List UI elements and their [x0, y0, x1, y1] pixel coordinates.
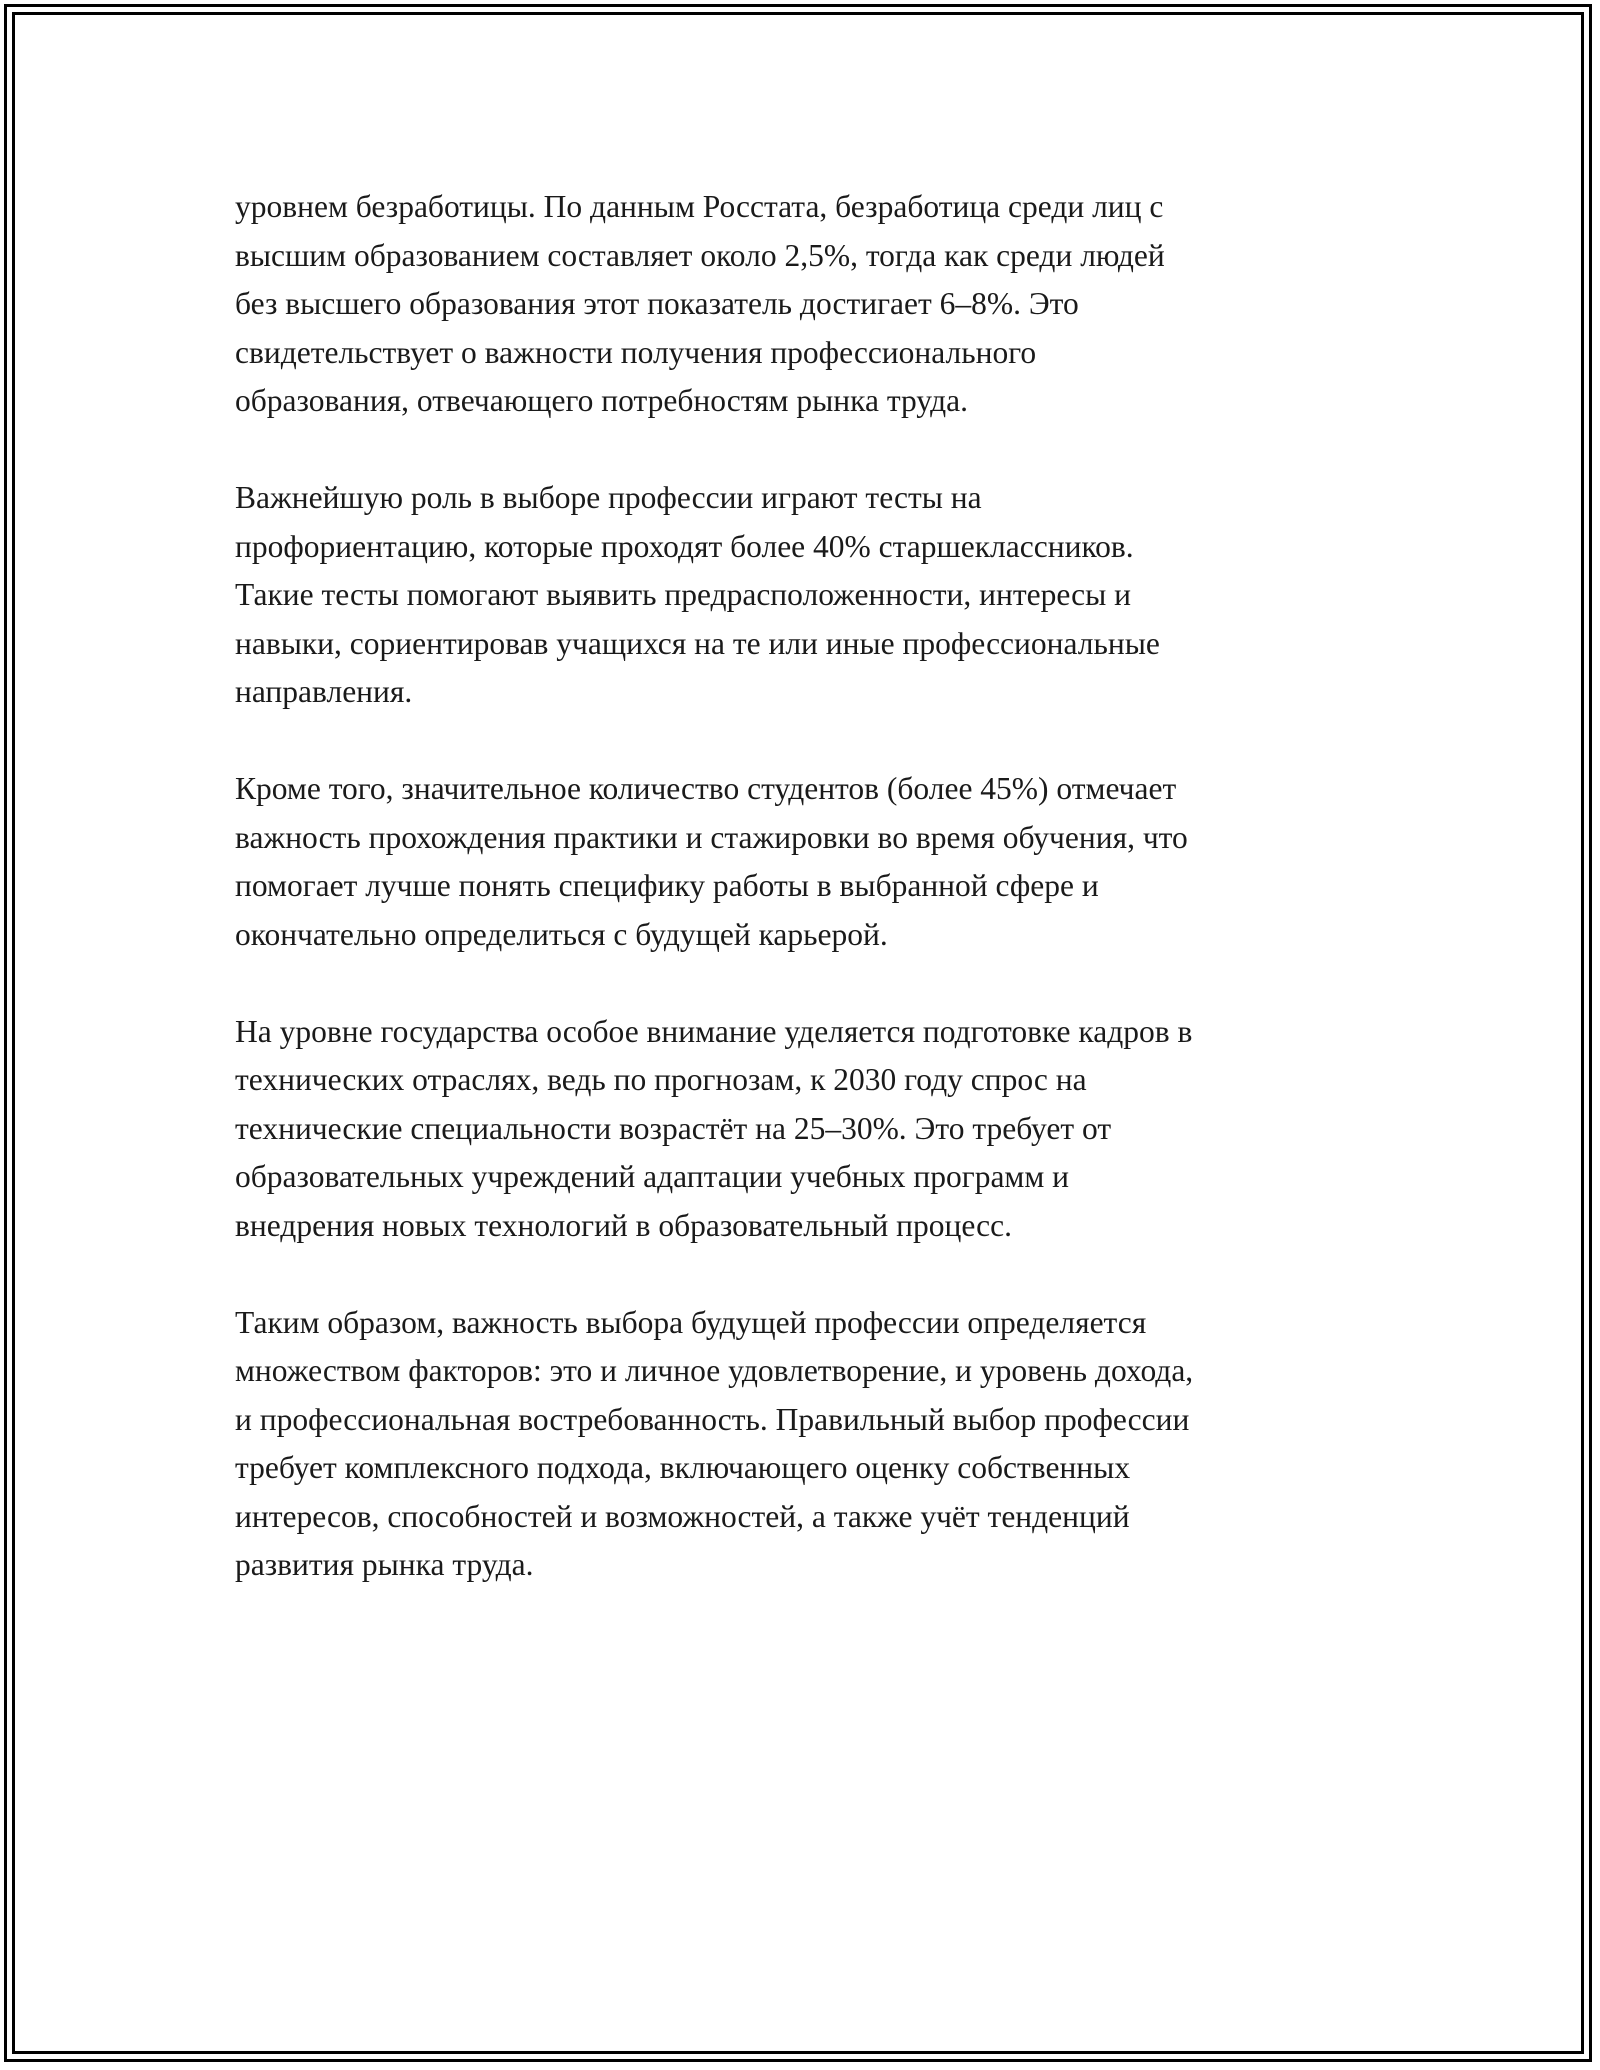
text-line: внедрения новых технологий в образовательный процесс. — [235, 1207, 1012, 1243]
text-line: уровнем безработицы. По данным Росстата, безработица среди лиц с — [235, 189, 1164, 224]
text-line: важность прохождения практики и стажировки во время обучения, что — [235, 819, 1188, 855]
document-body — [235, 183, 1415, 1638]
text-line: образования, отвечающего потребностям рынка труда. — [235, 383, 968, 418]
text-line: Важнейшую роль в выборе профессии играют тесты на — [235, 480, 982, 515]
text-line: навыки, сориентировав учащихся на те или иные профессиональные — [235, 625, 1160, 661]
paragraph-career-tests — [235, 474, 1415, 717]
text-line: свидетельствует о важности получения профессионального — [235, 334, 1037, 370]
text-line: образовательных учреждений адаптации учебных программ и — [235, 1159, 1070, 1194]
text-line: окончательно определиться с будущей карьерой. — [235, 916, 888, 952]
text-line: и профессиональная востребованность. Правильный выбор профессии — [235, 1401, 1190, 1437]
text-line: развития рынка труда. — [235, 1547, 534, 1582]
text-line: технических отраслях, ведь по прогнозам, к 2030 году спрос на — [235, 1062, 1087, 1097]
text-line: без высшего образования этот показатель достигает 6–8%. Это — [235, 286, 1079, 321]
paragraph-unemployment — [235, 183, 1415, 426]
text-line: высшим образованием составляет около 2,5%, тогда как среди людей — [235, 237, 1165, 273]
text-line: На уровне государства особое внимание уделяется подготовке кадров в — [235, 1013, 1193, 1049]
paragraph-conclusion — [235, 1299, 1415, 1590]
paragraph-internships — [235, 765, 1415, 959]
text-line: требует комплексного подхода, включающего оценку собственных — [235, 1450, 1131, 1485]
text-line: технические специальности возрастёт на 25–30%. Это требует от — [235, 1110, 1112, 1146]
text-line: Такие тесты помогают выявить предрасположенности, интересы и — [235, 577, 1131, 612]
text-line: интересов, способностей и возможностей, а также учёт тенденций — [235, 1498, 1130, 1534]
text-line: множеством факторов: это и личное удовлетворение, и уровень дохода, — [235, 1353, 1194, 1388]
text-line: помогает лучше понять специфику работы в выбранной сфере и — [235, 868, 1099, 903]
paragraph-state-training — [235, 1008, 1415, 1251]
text-line: Кроме того, значительное количество студентов (более 45%) отмечает — [235, 771, 1177, 806]
text-line: профориентацию, которые проходят более 40% старшеклассников. — [235, 528, 1134, 564]
text-line: направления. — [235, 674, 413, 709]
text-line: Таким образом, важность выбора будущей профессии определяется — [235, 1304, 1147, 1340]
